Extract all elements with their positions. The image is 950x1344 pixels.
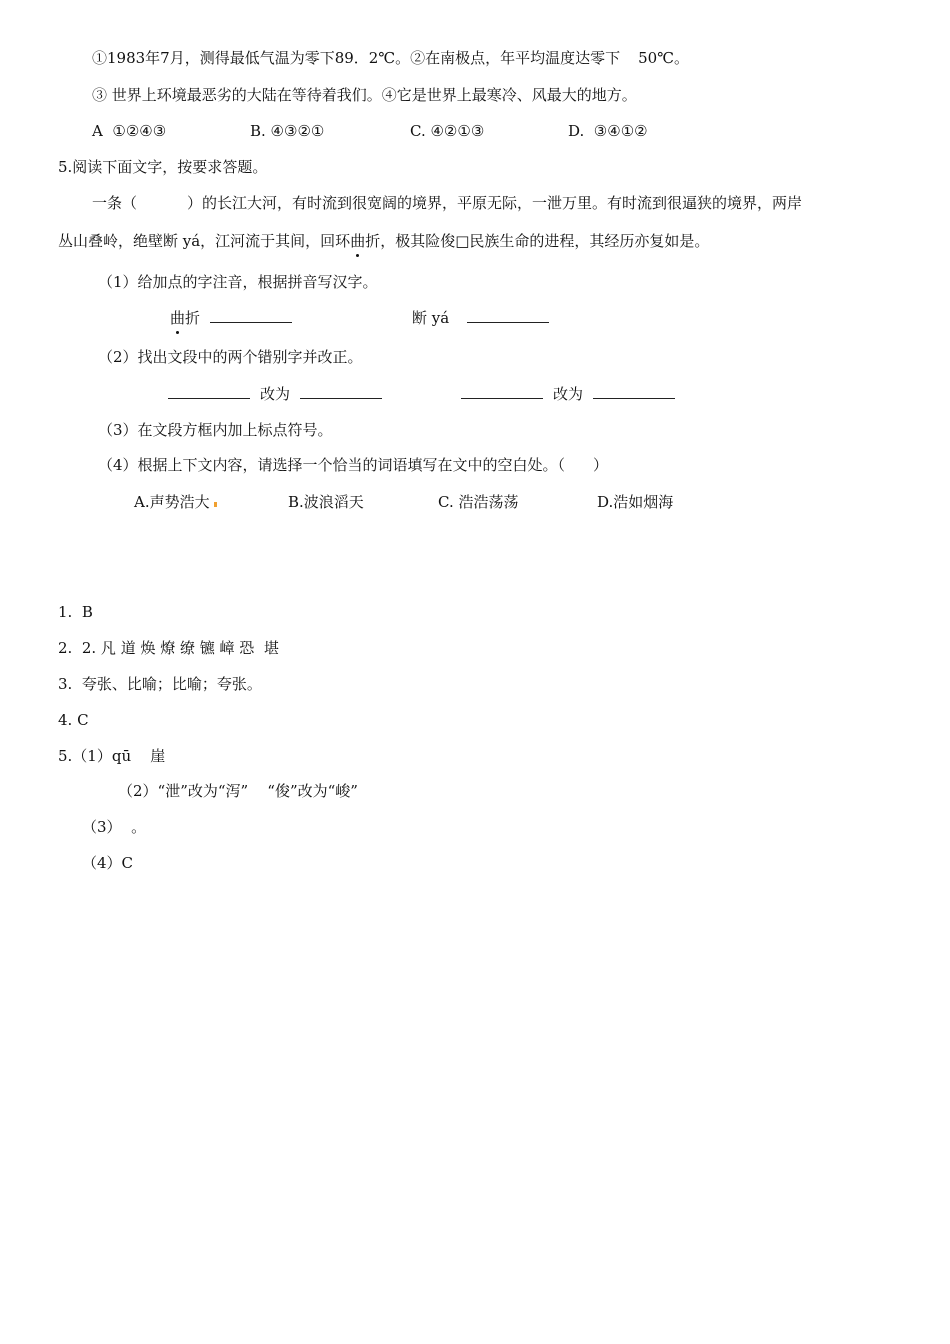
q5-para1-rest: ）的长江大河，有时流到很宽阔的境界，平原无际，一泄万里。有时流到很逼狭的境界，两岸 [187,194,803,212]
q5-sub4-option-a-label: A.声势浩大 [134,493,210,511]
q5-para2-post: 折，极其险俊□民族生命的进程，其经历亦复如是。 [365,232,710,250]
answer-2: 2. 2. 凡 道 焕 燎 缭 镳 嶂 恐 堪 [58,639,279,657]
q5-sub2-blank-1[interactable] [168,384,250,399]
answer-1: 1. B [58,603,93,621]
q4-option-c: C. ④②①③ [410,122,485,140]
q5-para2-dotted-char: 曲 [350,232,366,250]
q5-sub2-row-1 [168,384,382,404]
q5-sub2-change-2: 改为 [553,385,584,403]
q5-sub2-blank-2[interactable] [300,384,382,399]
q4-option-d: D. ③④①② [568,122,648,140]
q4-line1a: ①1983年7月，测得最低气温为零下89．2℃。②在南极点，年平均温度达零下 [92,49,621,67]
q5-sub1-blank-a[interactable] [210,308,292,323]
q4-line1b: 50℃。 [638,49,690,67]
q5-sub2-change-1: 改为 [260,385,291,403]
q5-sub2-blank-4[interactable] [593,384,675,399]
q5-sub1-item-b [412,308,549,328]
answer-5-3: （3） 。 [82,818,147,836]
answer-3: 3. 夸张、比喻；比喻；夸张。 [58,675,262,693]
q5-sub4-option-a [134,492,217,512]
q4-option-a: A ①②④③ [92,122,167,140]
answer-5-1: 5.（1）qū 崖 [58,747,166,765]
q5-sub1-a-rest: 折 [185,309,201,327]
q4-option-b: B. ④③②① [250,122,325,140]
q5-para-line2 [58,231,709,251]
q4-line1 [92,48,689,68]
answer-5-2: （2）“泄”改为“泻” “俊”改为“峻” [118,782,358,800]
q5-sub4-option-d: D.浩如烟海 [597,493,674,511]
q4-line2: ③ 世界上环境最恶劣的大陆在等待着我们。④它是世界上最寒冷、风最大的地方。 [92,86,637,104]
highlight-mark [214,502,217,507]
q5-sub3: （3）在文段方框内加上标点符号。 [98,421,333,439]
answer-5-4: （4）C [82,854,134,872]
q5-sub4-option-c: C. 浩浩荡荡 [438,493,519,511]
q5-sub1-dotted-char: 曲 [170,309,186,327]
q5-sub4-close: ） [593,456,609,474]
q5-para1-start: 一条（ [92,194,138,212]
q5-sub2-row-2 [461,384,675,404]
q5-sub2-blank-3[interactable] [461,384,543,399]
q5-sub4-option-b: B.波浪滔天 [288,493,364,511]
q5-sub1-blank-b[interactable] [467,308,549,323]
q5-sub4 [98,455,608,475]
q5-sub1-b-label: 断 yá [412,309,450,327]
q5-title: 5.阅读下面文字，按要求答题。 [58,158,268,176]
q5-sub1: （1）给加点的字注音，根据拼音写汉字。 [98,273,378,291]
answer-4: 4. C [58,711,89,729]
q5-sub4-text: （4）根据上下文内容，请选择一个恰当的词语填写在文中的空白处。（ [98,456,566,474]
q5-sub2: （2）找出文段中的两个错别字并改正。 [98,348,363,366]
q5-para2-pre: 丛山叠岭，绝壁断 yá，江河流于其间，回环 [58,232,351,250]
q5-sub1-item-a [170,308,292,328]
q5-para-line1 [92,193,802,213]
